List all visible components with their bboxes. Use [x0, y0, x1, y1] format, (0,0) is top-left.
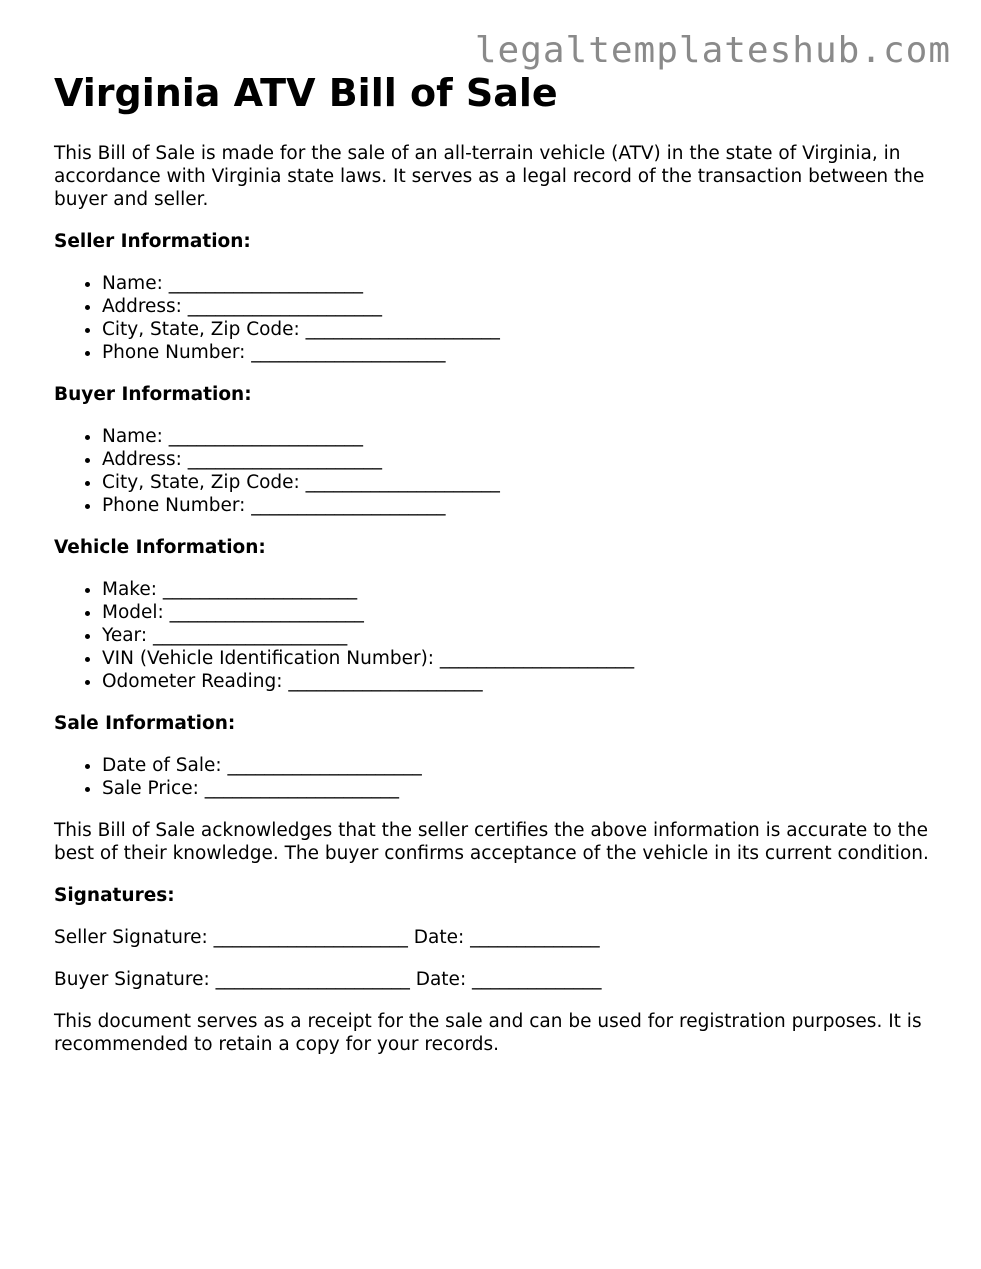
vehicle-heading: Vehicle Information:	[54, 537, 266, 558]
buyer-name-field: • Name: _____________________	[102, 425, 934, 448]
sale-heading: Sale Information:	[54, 713, 236, 734]
seller-city-field: • City, State, Zip Code: _____________________	[102, 318, 934, 341]
seller-heading: Seller Information:	[54, 231, 251, 252]
buyer-signature-line: Buyer Signature: _____________________ Date: ______________	[54, 969, 602, 990]
intro-paragraph: This Bill of Sale is made for the sale of an all-terrain vehicle (ATV) in the state of Virginia, in accordance with Virginia state laws. It serves as a legal record of the transaction between the buyer and seller.	[54, 143, 925, 210]
buyer-city-field: • City, State, Zip Code: _____________________	[102, 471, 934, 494]
signatures-heading: Signatures:	[54, 885, 175, 906]
page-title: Virginia ATV Bill of Sale	[54, 71, 558, 115]
closing-paragraph: This document serves as a receipt for the sale and can be used for registration purposes. It is recommended to retain a copy for your records.	[54, 1011, 922, 1055]
vehicle-list	[54, 578, 934, 693]
seller-phone-field: • Phone Number: _____________________	[102, 341, 934, 364]
watermark: legaltemplateshub.com	[474, 30, 951, 71]
buyer-list	[54, 425, 934, 517]
vehicle-model-field: • Model: _____________________	[102, 601, 934, 624]
buyer-heading: Buyer Information:	[54, 384, 252, 405]
vehicle-make-field: • Make: _____________________	[102, 578, 934, 601]
acknowledgement-paragraph: This Bill of Sale acknowledges that the seller certifies the above information is accurate to the best of their knowledge. The buyer confirms acceptance of the vehicle in its current condition.	[54, 820, 929, 864]
buyer-phone-field: • Phone Number: _____________________	[102, 494, 934, 517]
vehicle-year-field: • Year: _____________________	[102, 624, 934, 647]
document-page	[54, 70, 934, 1056]
seller-list	[54, 272, 934, 364]
seller-signature-line: Seller Signature: _____________________ Date: ______________	[54, 927, 600, 948]
vehicle-odometer-field: • Odometer Reading: _____________________	[102, 670, 934, 693]
buyer-address-field: • Address: _____________________	[102, 448, 934, 471]
sale-price-field: • Sale Price: _____________________	[102, 777, 934, 800]
seller-name-field: • Name: _____________________	[102, 272, 934, 295]
seller-address-field: • Address: _____________________	[102, 295, 934, 318]
sale-list	[54, 754, 934, 800]
sale-date-field: • Date of Sale: _____________________	[102, 754, 934, 777]
vehicle-vin-field: • VIN (Vehicle Identification Number): _____________________	[102, 647, 934, 670]
